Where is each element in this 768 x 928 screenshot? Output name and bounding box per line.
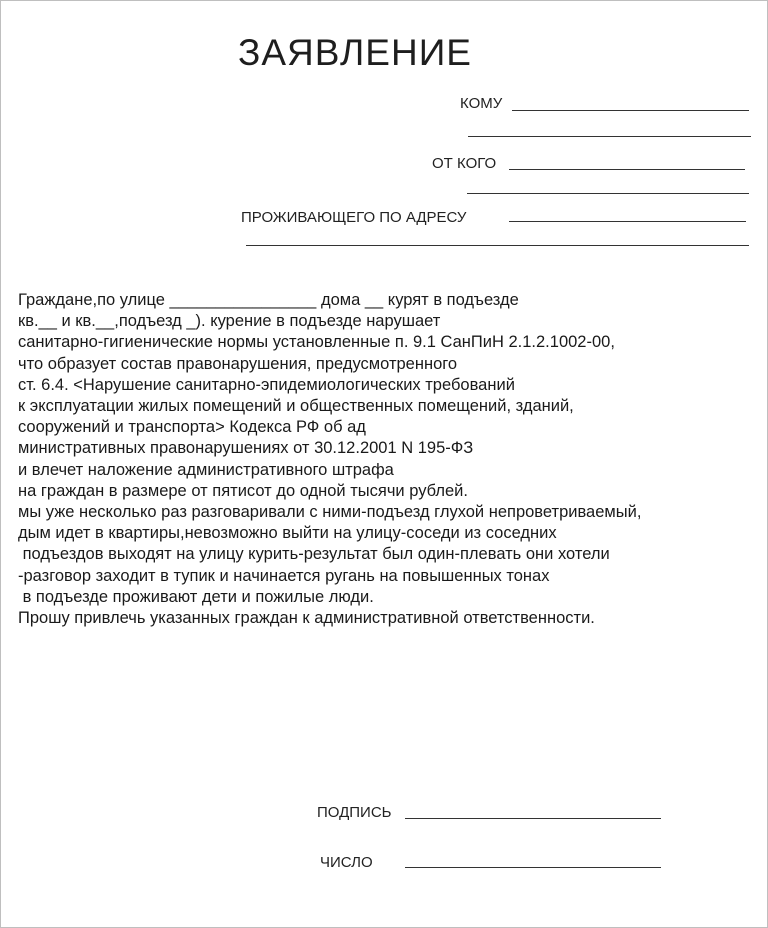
date-line: [405, 867, 661, 868]
from-line-1: [509, 169, 745, 170]
date-label: ЧИСЛО: [320, 854, 373, 871]
body-line: к эксплуатации жилых помещений и общественных помещений, зданий,: [18, 397, 574, 416]
signature-label: ПОДПИСЬ: [317, 804, 392, 821]
signature-line: [405, 818, 661, 819]
body-line: в подъезде проживают дети и пожилые люди.: [18, 587, 374, 606]
body-line: министративных правонарушениях от 30.12.2001 N 195-ФЗ: [18, 439, 474, 458]
from-label: ОТ КОГО: [432, 155, 497, 172]
to-line-1: [512, 110, 749, 111]
to-line-2: [468, 136, 751, 137]
address-label: ПРОЖИВАЮЩЕГО ПО АДРЕСУ: [241, 209, 467, 226]
body-line: Прошу привлечь указанных граждан к административной ответственности.: [18, 609, 595, 628]
body-line: дым идет в квартиры,невозможно выйти на улицу-соседи из соседних: [18, 524, 557, 543]
document-title: ЗАЯВЛЕНИЕ: [238, 32, 472, 73]
to-label: КОМУ: [460, 95, 503, 112]
body-line: сооружений и транспорта> Кодекса РФ об ад: [18, 418, 366, 437]
body-line: что образует состав правонарушения, предусмотренного: [18, 354, 458, 373]
address-line-1: [509, 221, 746, 222]
body-line: Граждане,по улице ________________ дома __ курят в подъезде: [18, 291, 519, 309]
body-line: ст. 6.4. <Нарушение санитарно-эпидемиологических требований: [18, 375, 515, 394]
body-line: и влечет наложение административного штрафа: [18, 460, 394, 479]
body-line: санитарно-гигиенические нормы установленные п. 9.1 СанПиН 2.1.2.1002-00,: [18, 333, 615, 352]
application-body: [18, 290, 763, 629]
body-line: мы уже несколько раз разговаривали с ними-подъезд глухой непроветриваемый,: [18, 503, 642, 522]
body-line: -разговор заходит в тупик и начинается ругань на повышенных тонах: [18, 566, 550, 585]
body-line: на граждан в размере от пятисот до одной тысячи рублей.: [18, 481, 468, 500]
body-line: кв.__ и кв.__,подъезд _). курение в подъезде нарушает: [18, 312, 441, 331]
from-line-2: [467, 193, 749, 194]
body-line: подъездов выходят на улицу курить-результат был один-плевать они хотели: [18, 545, 610, 564]
address-line-2: [246, 245, 749, 246]
